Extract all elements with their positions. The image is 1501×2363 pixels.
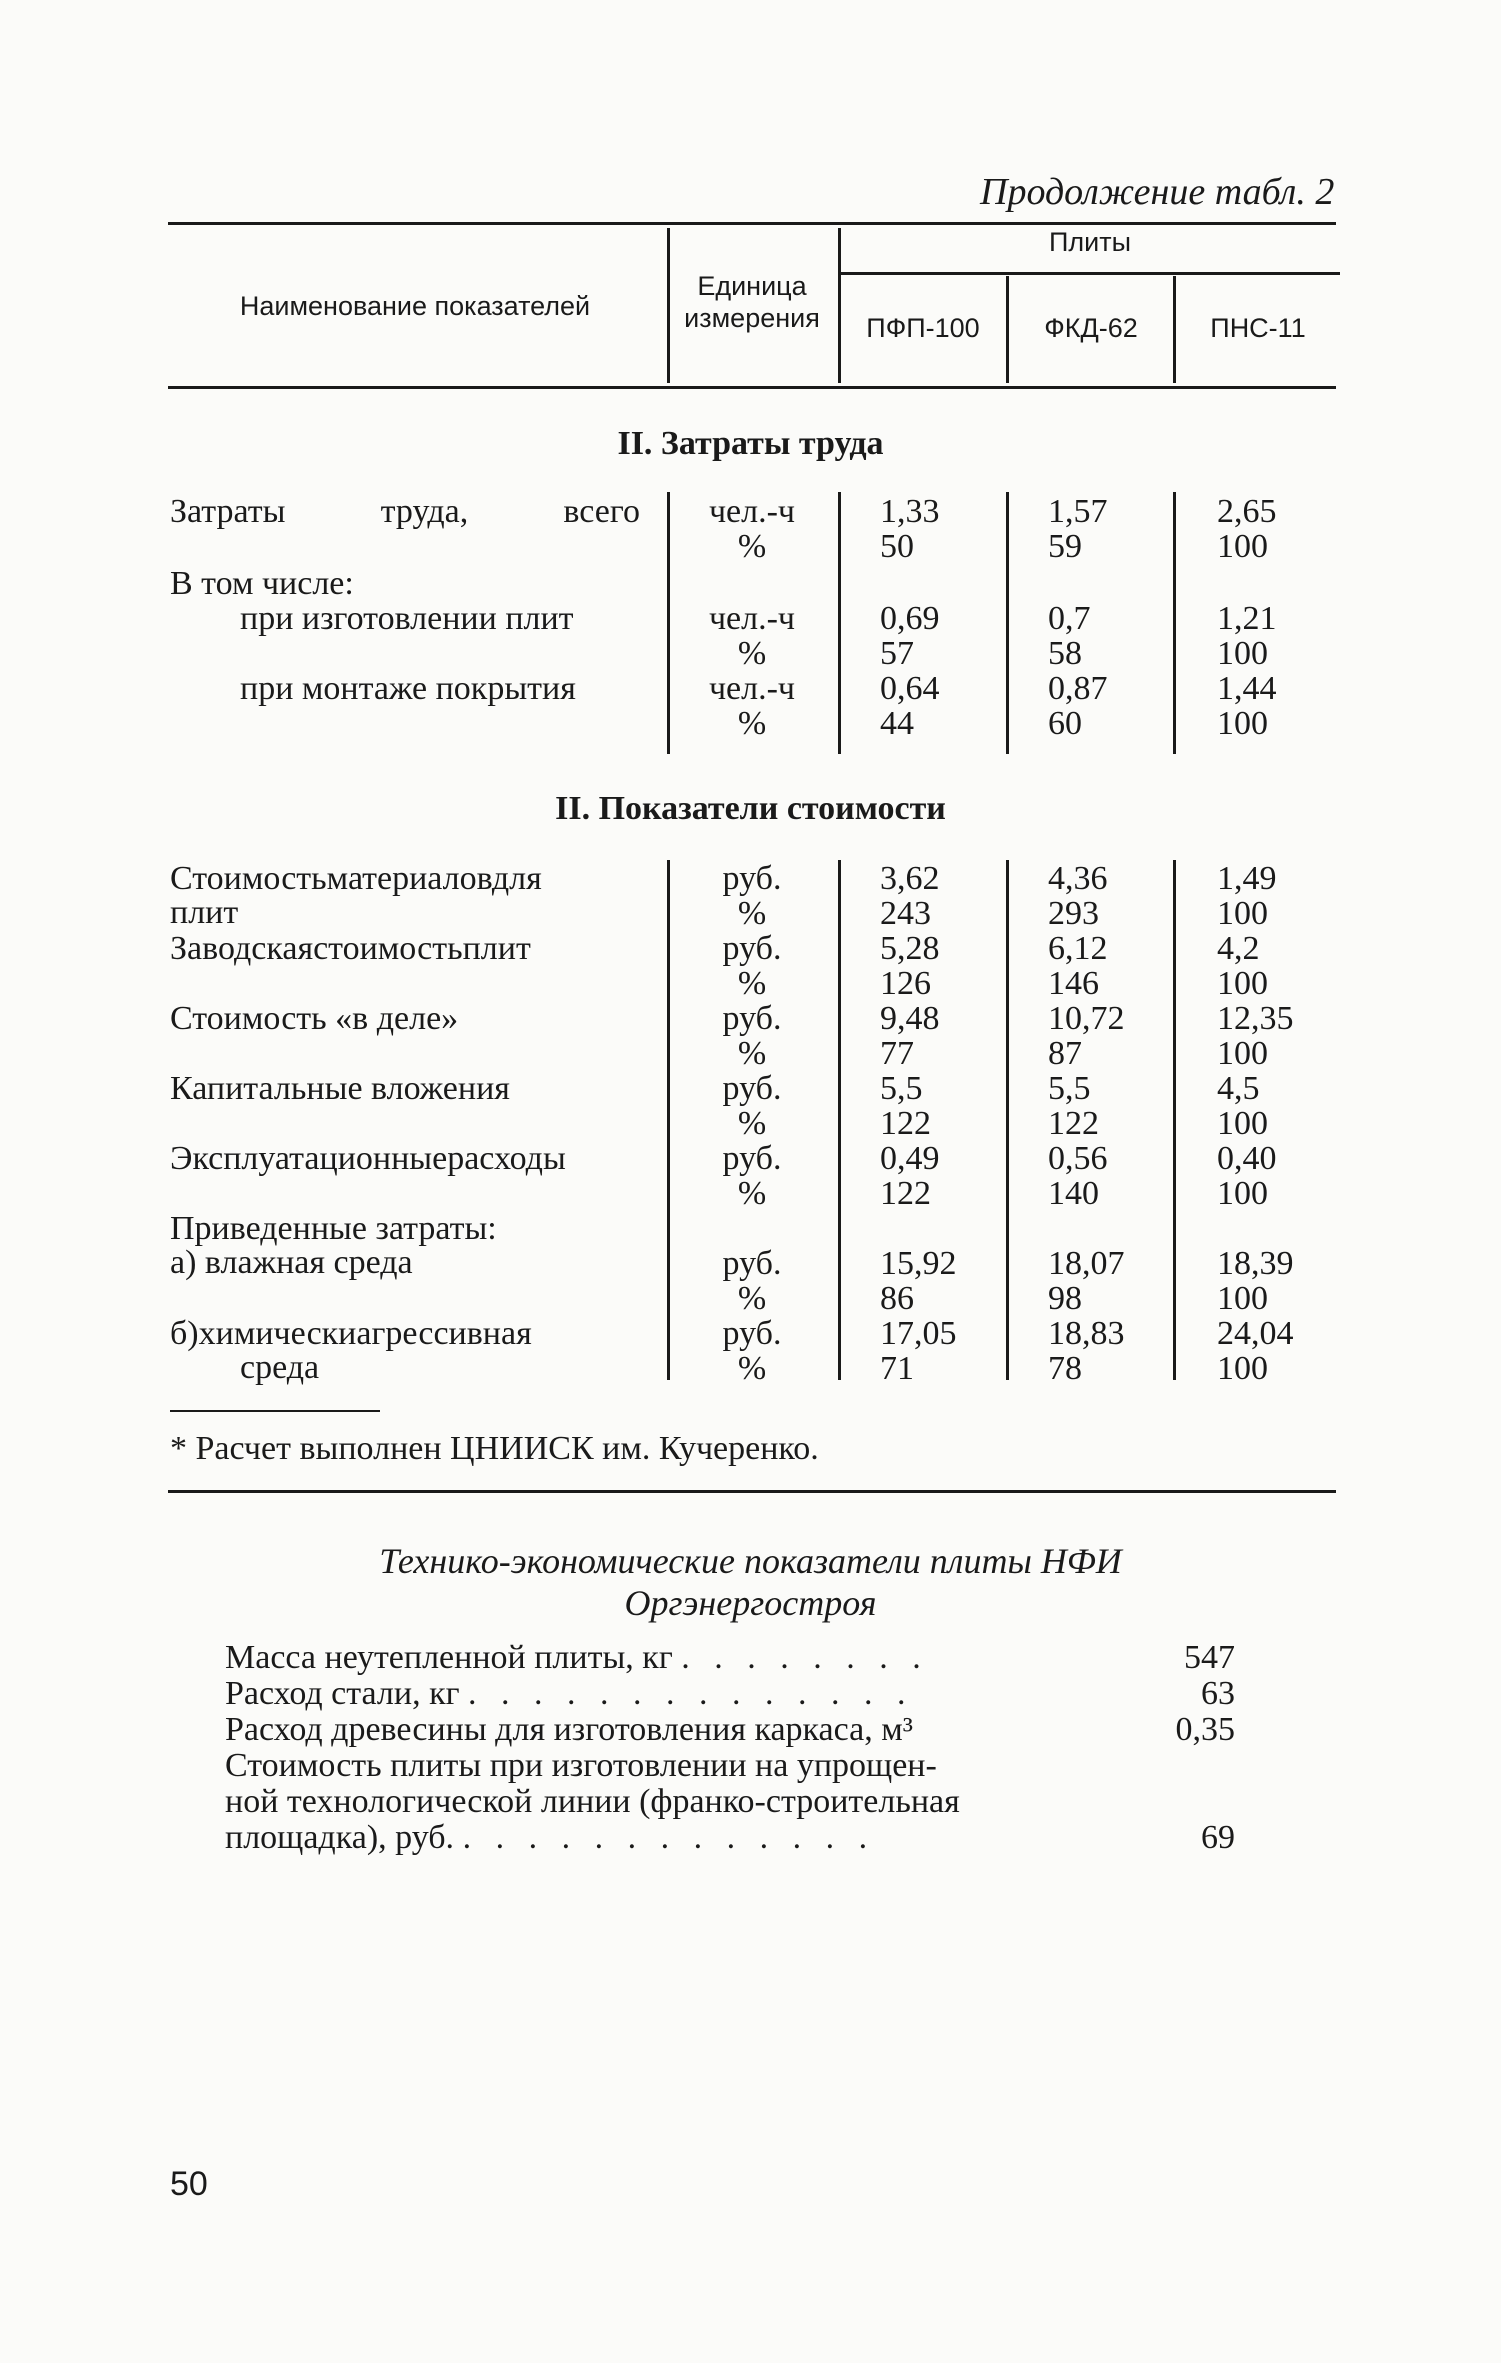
cell: 10,72	[1048, 1000, 1125, 1037]
cell: 100	[1217, 895, 1268, 932]
table-row	[0, 1072, 1501, 1142]
cell: 100	[1217, 1175, 1268, 1212]
list-item	[225, 1675, 1235, 1712]
unit: %	[737, 1035, 767, 1072]
header-vline-p2	[1006, 276, 1009, 383]
unit: руб.	[722, 860, 782, 897]
list-item	[225, 1711, 1235, 1748]
cell: 0,56	[1048, 1140, 1108, 1177]
header-col-unit	[672, 270, 832, 334]
spec-text: ной технологической линии (франко-строительная	[225, 1783, 960, 1820]
cell: 4,2	[1217, 930, 1260, 967]
row-label: Приведенные затраты:	[170, 1210, 497, 1247]
unit: %	[737, 528, 767, 565]
spec-title-line2: Оргэнергостроя	[624, 1583, 877, 1623]
unit: руб.	[722, 930, 782, 967]
unit: руб.	[722, 1000, 782, 1037]
cell: 86	[880, 1280, 914, 1317]
row-label: при монтаже покрытия	[240, 670, 576, 707]
spec-value: 0,35	[1175, 1711, 1235, 1748]
cell: 18,83	[1048, 1315, 1125, 1352]
cell: 100	[1217, 1280, 1268, 1317]
header-vline-p3	[1173, 276, 1176, 383]
table-row	[0, 932, 1501, 1002]
unit: %	[737, 1280, 767, 1317]
spec-text: Стоимость плиты при изготовлении на упрощен-	[225, 1747, 937, 1784]
spec-text: Расход древесины для изготовления каркаса, м³	[225, 1711, 913, 1748]
cell: 100	[1217, 1105, 1268, 1142]
cell: 0,69	[880, 600, 940, 637]
spec-list	[225, 1639, 1235, 1856]
table-row	[0, 1317, 1501, 1387]
label-word: всего	[563, 493, 640, 530]
cell: 18,07	[1048, 1245, 1125, 1282]
spec-dots: . . . . . . . .	[681, 1639, 929, 1676]
row-label: при изготовлении плит	[240, 600, 574, 637]
footnote-rule	[170, 1410, 380, 1412]
cell: 18,39	[1217, 1245, 1294, 1282]
cell: 126	[880, 965, 931, 1002]
cell: 15,92	[880, 1245, 957, 1282]
spec-dots: . . . . . . . . . . . . .	[462, 1819, 876, 1856]
label-word: Заводская	[170, 930, 314, 967]
row-label: Капитальные вложения	[170, 1070, 510, 1107]
unit: %	[737, 1175, 767, 1212]
list-item	[225, 1639, 1235, 1676]
header-col-unit-line1: Единица	[697, 271, 807, 301]
row-label: Стоимость «в деле»	[170, 1000, 459, 1037]
label-word: для	[491, 860, 542, 897]
cell: 5,5	[1048, 1070, 1091, 1107]
table-row	[0, 672, 1501, 742]
page-number: 50	[170, 2165, 208, 2203]
cell: 2,65	[1217, 493, 1277, 530]
footnote: * Расчет выполнен ЦНИИСК им. Кучеренко.	[170, 1430, 819, 1467]
cell: 58	[1048, 635, 1082, 672]
section-title-cost: II. Показатели стоимости	[555, 790, 946, 827]
cell: 60	[1048, 705, 1082, 742]
cell: 87	[1048, 1035, 1082, 1072]
cell	[1217, 1212, 1294, 1247]
cell: 57	[880, 635, 914, 672]
cell: 4,36	[1048, 860, 1108, 897]
cell: 0,64	[880, 670, 940, 707]
row-label	[170, 1142, 640, 1176]
cell: 146	[1048, 965, 1099, 1002]
cell	[880, 1212, 957, 1247]
label-word: стоимость	[313, 930, 463, 967]
label-word: Затраты	[170, 493, 286, 530]
header-group-plates: Плиты	[1048, 227, 1131, 257]
table-row	[0, 1142, 1501, 1212]
unit: чел.-ч	[708, 493, 796, 530]
header-bottom-rule	[168, 386, 1336, 389]
header-plate-1: ПФП-100	[866, 313, 980, 343]
cell: 243	[880, 895, 931, 932]
table-row	[0, 495, 1501, 565]
row-label-cont: а) влажная среда	[170, 1244, 413, 1281]
unit: %	[737, 965, 767, 1002]
cell: 1,49	[1217, 860, 1277, 897]
unit: чел.-ч	[708, 670, 796, 707]
cell: 0,7	[1048, 600, 1091, 637]
unit: руб.	[722, 1140, 782, 1177]
cell: 12,35	[1217, 1000, 1294, 1037]
row-label	[170, 1317, 640, 1351]
unit: %	[737, 705, 767, 742]
cell: 5,5	[880, 1070, 923, 1107]
cell: 0,40	[1217, 1140, 1277, 1177]
cell: 17,05	[880, 1315, 957, 1352]
cell: 122	[1048, 1105, 1099, 1142]
spec-title	[0, 1540, 1501, 1624]
row-label-cont: среда	[240, 1349, 320, 1386]
cell: 24,04	[1217, 1315, 1294, 1352]
cell: 44	[880, 705, 914, 742]
row-label	[170, 862, 640, 896]
cell: 78	[1048, 1350, 1082, 1387]
table-row	[0, 602, 1501, 672]
unit: руб.	[722, 1070, 782, 1107]
spec-value: 69	[1201, 1819, 1235, 1856]
cell: 71	[880, 1350, 914, 1387]
cell: 59	[1048, 528, 1082, 565]
label-word: плит	[462, 930, 531, 967]
spec-value: 63	[1201, 1675, 1235, 1712]
cell: 293	[1048, 895, 1099, 932]
cell: 1,57	[1048, 493, 1108, 530]
spec-text: Расход стали, кг	[225, 1675, 460, 1712]
unit	[672, 1212, 832, 1247]
header-top-rule	[168, 222, 1336, 225]
cell: 100	[1217, 965, 1268, 1002]
header-group-rule	[840, 272, 1340, 275]
label-word: труда,	[380, 493, 469, 530]
row-label	[170, 932, 640, 966]
cell: 9,48	[880, 1000, 940, 1037]
cell: 50	[880, 528, 914, 565]
row-label	[170, 495, 640, 529]
label-word: химически	[198, 1315, 357, 1352]
cell: 100	[1217, 705, 1268, 742]
label-word: материалов	[326, 860, 492, 897]
unit: руб.	[722, 1245, 782, 1282]
label-word: Эксплуатационные	[170, 1140, 448, 1177]
cell: 122	[880, 1105, 931, 1142]
cell: 3,62	[880, 860, 940, 897]
cell: 1,44	[1217, 670, 1277, 707]
spec-dots: . . . . . . . . . . . . . .	[468, 1675, 914, 1712]
header-col-name: Наименование показателей	[239, 291, 591, 321]
header-vline-unit	[667, 228, 670, 383]
cell: 122	[880, 1175, 931, 1212]
section-divider	[168, 1490, 1336, 1493]
cell: 100	[1217, 1350, 1268, 1387]
list-item	[225, 1748, 1205, 1784]
cell: 100	[1217, 528, 1268, 565]
cell: 1,33	[880, 493, 940, 530]
cell	[1048, 1212, 1125, 1247]
cell: 5,28	[880, 930, 940, 967]
list-item	[225, 1784, 1205, 1820]
header-col-unit-line2: измерения	[684, 303, 820, 333]
header-plate-2: ФКД-62	[1044, 313, 1138, 343]
section-title-labor: II. Затраты труда	[617, 425, 884, 462]
label-word: б)	[170, 1315, 199, 1352]
cell: 1,21	[1217, 600, 1277, 637]
unit: %	[737, 1350, 767, 1387]
label-word: Стоимость	[170, 860, 327, 897]
cell: 100	[1217, 635, 1268, 672]
table-row	[0, 862, 1501, 932]
cell: 0,49	[880, 1140, 940, 1177]
row-label: В том числе:	[170, 565, 354, 602]
cell: 0,87	[1048, 670, 1108, 707]
table-row	[0, 1212, 1501, 1317]
cell: 4,5	[1217, 1070, 1260, 1107]
table-caption: Продолжение табл. 2	[980, 171, 1335, 213]
unit: %	[737, 635, 767, 672]
header-plate-3: ПНС-11	[1210, 313, 1306, 343]
unit: %	[737, 895, 767, 932]
list-item	[225, 1819, 1235, 1856]
unit: %	[737, 1105, 767, 1142]
unit: чел.-ч	[708, 600, 796, 637]
spec-value: 547	[1184, 1639, 1235, 1676]
row-label-cont: плит	[170, 894, 239, 931]
cell: 140	[1048, 1175, 1099, 1212]
cell: 77	[880, 1035, 914, 1072]
spec-text: площадка), руб.	[225, 1819, 455, 1856]
cell: 98	[1048, 1280, 1082, 1317]
table-row	[0, 1002, 1501, 1072]
spec-title-line1: Технико-экономические показатели плиты НФИ	[379, 1541, 1122, 1581]
cell: 100	[1217, 1035, 1268, 1072]
label-word: расходы	[447, 1140, 566, 1177]
unit: руб.	[722, 1315, 782, 1352]
spec-text: Масса неутепленной плиты, кг	[225, 1639, 673, 1676]
label-word: агрессивная	[356, 1315, 532, 1352]
cell: 6,12	[1048, 930, 1108, 967]
